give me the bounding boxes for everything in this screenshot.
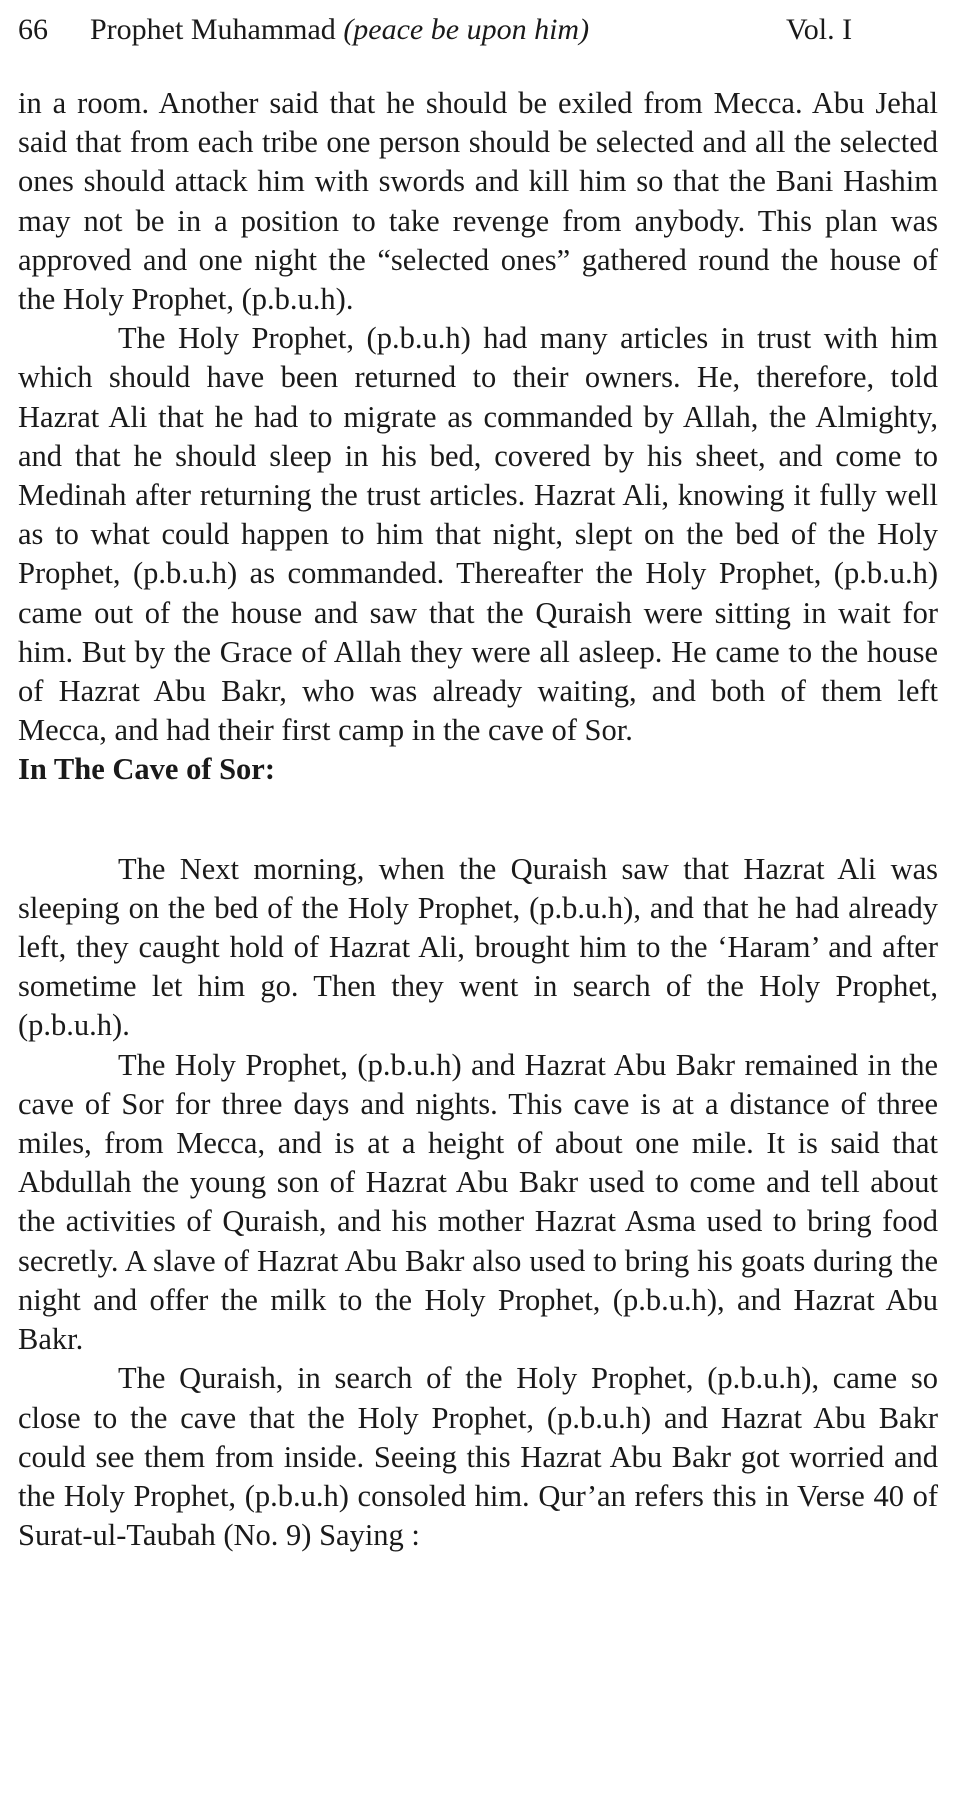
paragraph-continued: in a room. Another said that he should be exiled from Mecca. Abu Jehal said that from each tribe one person should be selected and all the selected ones should attack him with swords and kill him so that the Bani Hashim may not be in a position to take revenge from anybody. This plan was approved and one night the “selected ones” gathered round the house of the Holy Prophet, (p.b.u.h).	[18, 86, 938, 317]
paragraph-next-morning: The Next morning, when the Quraish saw that Hazrat Ali was sleeping on the bed of the Holy Prophet, (p.b.u.h), and that he had already left, they caught hold of Hazrat Ali, brought him to the ‘Haram’ and after sometime let him go. Then they went in search of the Holy Prophet, (p.b.u.h).	[18, 851, 938, 1043]
book-title-main: Prophet Muhammad	[90, 13, 344, 46]
paragraph-cave-stay: The Holy Prophet, (p.b.u.h) and Hazrat Abu Bakr remained in the cave of Sor for three days and nights. This cave is at a distance of three miles, from Mecca, and is at a height of about one mile. It is said that Abdullah the young son of Hazrat Abu Bakr used to come and tell about the activities of Quraish, and his mother Hazrat Asma used to bring food secretly. A slave of Hazrat Abu Bakr also used to bring his goats during the night and offer the milk to the Holy Prophet, (p.b.u.h), and Hazrat Abu Bakr.	[18, 1047, 938, 1357]
page-number: 66	[18, 13, 48, 46]
paragraph-quraish-search: The Quraish, in search of the Holy Prophet, (p.b.u.h), came so close to the cave that the Holy Prophet, (p.b.u.h) and Hazrat Abu Bakr could see them from inside. Seeing this Hazrat Abu Bakr got worried and the Holy Prophet, (p.b.u.h) consoled him. Qur’an refers this in Verse 40 of Surat-ul-Taubah (No. 9) Saying :	[18, 1361, 938, 1553]
paragraph-trust-articles: The Holy Prophet, (p.b.u.h) had many articles in trust with him which should have been returned to their owners. He, therefore, told Hazrat Ali that he had to migrate as commanded by Allah, the Almighty, and that he should sleep in his bed, covered by his sheet, and come to Medinah after returning the trust articles. Hazrat Ali, knowing it fully well as to what could happen to him that night, slept on the bed of the Holy Prophet, (p.b.u.h) as commanded. Thereafter the Holy Prophet, (p.b.u.h) came out of the house and saw that the Quraish were sitting in wait for him. But by the Grace of Allah they were all asleep. He came to the house of Hazrat Abu Bakr, who was already waiting, and both of them left Mecca, and had their first camp in the cave of Sor.	[18, 321, 938, 748]
running-header	[18, 0, 938, 60]
book-title-subtitle: (peace be upon him)	[343, 13, 590, 46]
book-page	[18, 0, 938, 1796]
heading-spacer	[18, 790, 938, 850]
body-text	[18, 84, 938, 1555]
volume-label: Vol. I	[786, 13, 853, 46]
book-title	[90, 0, 589, 60]
section-heading: In The Cave of Sor:	[18, 752, 276, 787]
